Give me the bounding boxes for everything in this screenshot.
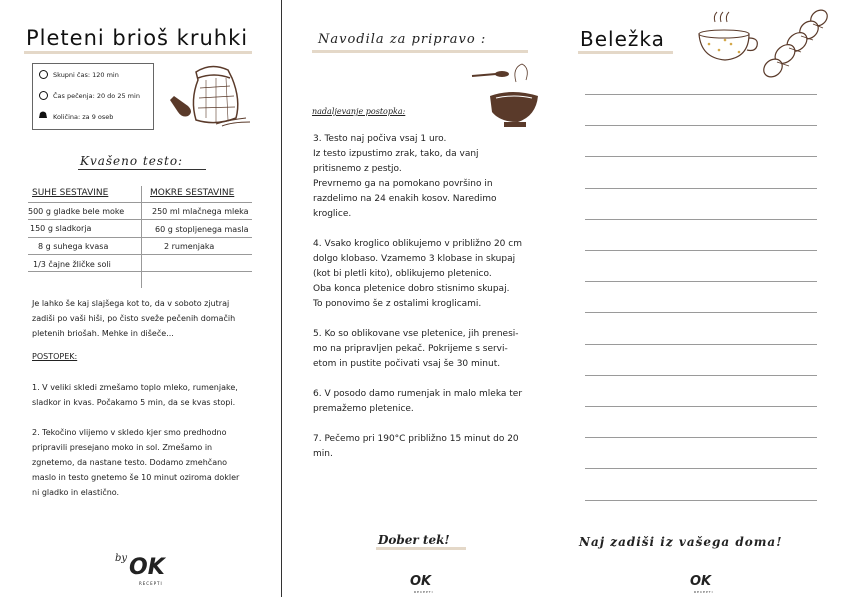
brand-ok: OK [690, 574, 712, 589]
note-line [585, 188, 817, 189]
note-line [585, 125, 817, 126]
wet-ingredient: 250 ml mlačnega mleka [152, 207, 249, 216]
title-underline [24, 51, 252, 54]
brand-by: by [115, 553, 128, 564]
brand-ok: OK [129, 555, 165, 580]
step-3: 3. Testo naj počiva vsaj 1 uro. Iz testo izpustimo zrak, tako, da vanj pritisnemo z pestjo. Prevrnemo ga na pomokano površino in razdelimo na 24 enakih kosov. Naredimo kroglice. [313, 134, 497, 219]
wet-ingredient: 2 rumenjaka [164, 242, 215, 251]
note-line [585, 94, 817, 95]
dry-ingredient: 8 g suhega kvasa [38, 242, 109, 251]
recipe-title: Pleteni brioš kruhki [26, 26, 249, 50]
note-line [585, 437, 817, 438]
closing-underline [376, 547, 466, 550]
step-2: 2. Tekočino vlijemo v skledo kjer smo predhodno pripravili presejano moko in sol. Zmešamo in zgnetemo, da nastane testo. Dodamo zmehčano maslo in testo gnetemo še 10 minut oziroma dokler ni gladko in elastično. [32, 428, 240, 497]
step-7: 7. Pečemo pri 190°C približno 15 minut do 20 min. [313, 434, 519, 459]
brand-ok: OK [410, 574, 432, 589]
table-rule [28, 202, 252, 203]
table-rule [28, 271, 252, 272]
note-line [585, 219, 817, 220]
note-line [585, 156, 817, 157]
step-4: 4. Vsako kroglico oblikujemo v približno 20 cm dolgo klobaso. Vzamemo 3 klobase in skupaj (kot bi pletli kito), oblikujemo pletenico. Oba konca pletenice dobro stisnimo skupaj. To ponovimo še z ostalimi kroglicami. [313, 239, 522, 309]
note-line [585, 250, 817, 251]
brand-sub: RECEPTI [414, 590, 434, 594]
braided-bread-illustration-icon [757, 6, 833, 86]
flour-sack-illustration-icon [166, 60, 256, 130]
servings-icon [38, 110, 48, 119]
closing-text: Dober tek! [378, 533, 450, 547]
step-5: 5. Ko so oblikovane vse pletenice, jih prenesi- mo na pripravljen pekač. Pokrijeme s servi- etom in pustite počivati vsaj še 30 minut. [313, 329, 519, 369]
dry-ingredient: 150 g sladkorja [30, 224, 92, 233]
note-line [585, 312, 817, 313]
step-1: 1. V veliki skledi zmešamo toplo mleko, rumenjake, sladkor in kvas. Počakamo 5 min, da se kvas stopi. [32, 383, 238, 407]
table-rule [28, 219, 252, 220]
dry-ingredient: 500 g gladke bele moke [28, 207, 125, 216]
note-line [585, 344, 817, 345]
wet-ingredients-header: MOKRE SESTAVINE [150, 188, 235, 198]
info-box [32, 63, 154, 130]
instructions-panel [282, 0, 561, 597]
brand-sub: RECEPTI [139, 581, 163, 586]
total-time: Skupni čas: 120 min [53, 71, 119, 79]
mixing-bowl-illustration-icon [468, 62, 542, 132]
note-line [585, 406, 817, 407]
intro-text: Je lahko še kaj slajšega kot to, da v soboto zjutraj zadiši po vaši hiši, po čisto sveže pečenih domačih pletenih briošah. Mehke in dišeče... [32, 299, 236, 338]
timer-icon [39, 91, 48, 100]
notes-title: Beležka [580, 27, 665, 51]
dry-ingredients-header: SUHE SESTAVINE [32, 188, 109, 198]
step-6: 6. V posodo damo rumenjak in malo mleka ter premažemo pletenice. [313, 389, 523, 414]
brand-sub: RECEPTI [694, 590, 714, 594]
bake-time: Čas pečenja: 20 do 25 min [53, 92, 140, 100]
instructions-title: Navodila za pripravo : [318, 32, 487, 47]
method-steps [32, 380, 272, 515]
note-line [585, 468, 817, 469]
clock-icon [39, 70, 48, 79]
continued-heading: nadaljevanje postopka: [312, 107, 406, 116]
note-line [585, 375, 817, 376]
notes-panel [561, 0, 843, 597]
footer-text: Naj zadiši iz vašega doma! [579, 535, 783, 549]
table-divider [141, 186, 142, 288]
note-line [585, 281, 817, 282]
dough-subtitle: Kvašeno testo: [80, 154, 184, 168]
table-rule [28, 237, 252, 238]
recipe-intro [32, 296, 272, 356]
dry-ingredient: 1/3 čajne žličke soli [33, 260, 111, 269]
subtitle-underline [78, 169, 206, 170]
instruction-steps [313, 132, 553, 477]
coffee-cup-illustration-icon [695, 8, 765, 68]
method-heading: POSTOPEK: [32, 352, 78, 361]
quantity: Količina: za 9 oseb [53, 113, 114, 121]
wet-ingredient: 60 g stopljenega masla [155, 225, 249, 234]
note-line [585, 500, 817, 501]
title-underline [578, 51, 673, 54]
title-underline [312, 50, 528, 53]
table-rule [28, 254, 252, 255]
recipe-panel [0, 0, 281, 597]
